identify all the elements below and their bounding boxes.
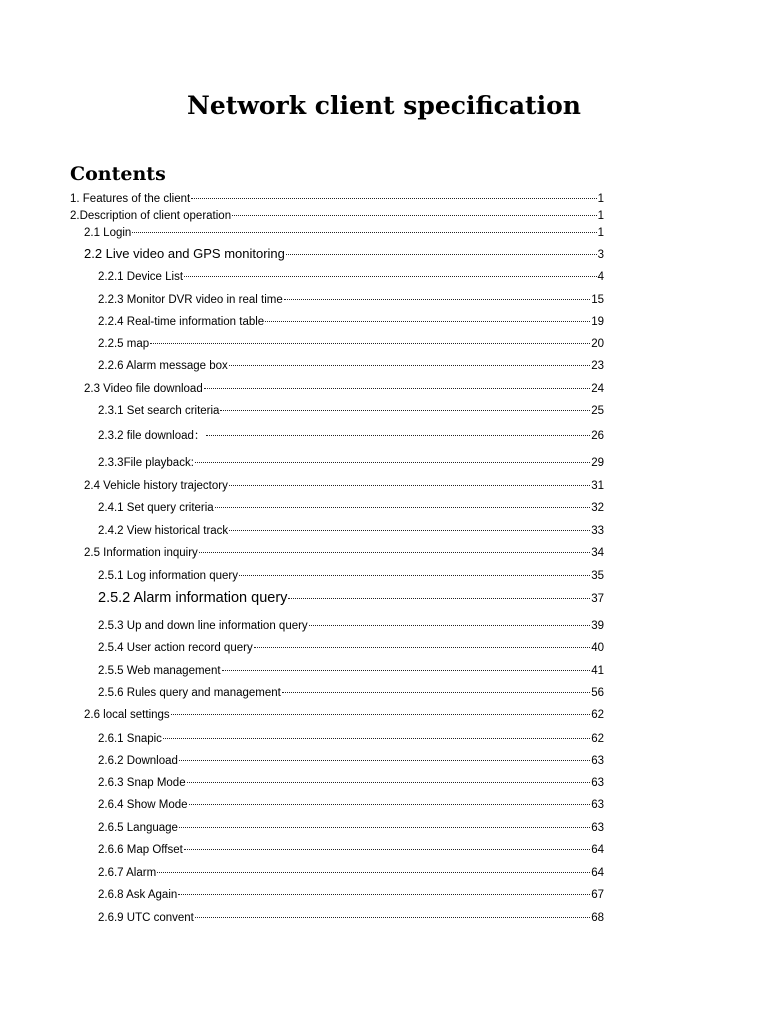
toc-entry-page-number: 1	[597, 227, 604, 239]
toc-dot-leader	[288, 598, 590, 599]
toc-dot-leader	[265, 321, 590, 322]
toc-entry[interactable]	[84, 246, 604, 263]
toc-entry[interactable]	[98, 685, 604, 701]
toc-entry-page-number: 4	[597, 271, 604, 283]
toc-entry[interactable]	[84, 381, 604, 397]
toc-entry-page-number: 64	[591, 844, 604, 856]
toc-entry-title: 2.4.1 Set query criteria	[98, 502, 214, 514]
toc-entry-page-number: 35	[591, 570, 604, 582]
toc-entry-page-number: 23	[591, 360, 604, 372]
toc-entry-page-number: 31	[591, 480, 604, 492]
toc-entry[interactable]	[98, 269, 604, 285]
toc-entry[interactable]	[98, 314, 604, 330]
toc-entry[interactable]	[98, 753, 604, 769]
toc-dot-leader	[184, 276, 597, 277]
toc-entry-title: 2.4.2 View historical track	[98, 525, 229, 537]
toc-entry-title: 2.2.5 map	[98, 338, 150, 350]
toc-entry-title: 2.5.3 Up and down line information query	[98, 620, 308, 632]
toc-entry-title: 2.3.3File playback:	[98, 457, 194, 469]
toc-dot-leader	[284, 299, 590, 300]
toc-entry-title: 2.6.3 Snap Mode	[98, 777, 186, 789]
toc-entry[interactable]	[98, 336, 604, 352]
toc-entry-page-number: 41	[591, 665, 604, 677]
toc-entry[interactable]	[70, 208, 604, 224]
toc-entry[interactable]	[98, 731, 604, 747]
toc-entry-title: 2.5.4 User action record query	[98, 642, 253, 654]
toc-entry[interactable]	[98, 797, 604, 813]
toc-entry-page-number: 3	[597, 249, 604, 261]
toc-dot-leader	[184, 849, 590, 850]
toc-dot-leader	[204, 388, 590, 389]
toc-entry-page-number: 62	[591, 733, 604, 745]
toc-dot-leader	[157, 872, 590, 873]
toc-entry-page-number: 26	[591, 430, 604, 442]
toc-dot-leader	[195, 462, 590, 463]
toc-entry-page-number: 19	[591, 316, 604, 328]
toc-entry-page-number: 63	[591, 799, 604, 811]
toc-entry[interactable]	[98, 428, 604, 444]
toc-entry-page-number: 24	[591, 383, 604, 395]
toc-entry-page-number: 1	[597, 210, 604, 222]
toc-dot-leader	[195, 917, 590, 918]
toc-dot-leader	[199, 552, 590, 553]
toc-entry[interactable]	[70, 191, 604, 207]
toc-entry-page-number: 68	[591, 912, 604, 924]
toc-entry-title: 2.Description of client operation	[70, 210, 232, 222]
toc-entry-page-number: 32	[591, 502, 604, 514]
toc-entry-title: 2.5.5 Web management	[98, 665, 221, 677]
toc-entry-page-number: 67	[591, 889, 604, 901]
toc-entry[interactable]	[98, 455, 604, 471]
toc-dot-leader	[239, 575, 590, 576]
toc-dot-leader	[232, 215, 597, 216]
toc-dot-leader	[191, 198, 596, 199]
toc-dot-leader	[220, 410, 590, 411]
toc-entry-page-number: 64	[591, 867, 604, 879]
toc-entry[interactable]	[98, 590, 604, 607]
toc-entry-title: 2.6.4 Show Mode	[98, 799, 188, 811]
toc-entry-title: 2.2 Live video and GPS monitoring	[84, 246, 285, 261]
toc-entry[interactable]	[98, 403, 604, 419]
toc-entry-page-number: 25	[591, 405, 604, 417]
toc-dot-leader	[179, 827, 590, 828]
toc-entry-page-number: 56	[591, 687, 604, 699]
toc-entry[interactable]	[98, 568, 604, 584]
toc-entry-title: 2.6.1 Snapic	[98, 733, 162, 745]
toc-entry[interactable]	[84, 478, 604, 494]
toc-dot-leader	[132, 232, 596, 233]
toc-entry-page-number: 37	[591, 593, 604, 605]
toc-dot-leader	[206, 435, 590, 436]
toc-entry[interactable]	[98, 775, 604, 791]
toc-entry-page-number: 63	[591, 777, 604, 789]
toc-entry-title: 2.2.1 Device List	[98, 271, 184, 283]
toc-entry[interactable]	[84, 545, 604, 561]
toc-entry-title: 2.6.9 UTC convent	[98, 912, 194, 924]
toc-dot-leader	[229, 530, 590, 531]
toc-entry-page-number: 63	[591, 822, 604, 834]
toc-entry-title: 2.3 Video file download	[84, 383, 203, 395]
toc-dot-leader	[229, 485, 590, 486]
toc-dot-leader	[215, 507, 591, 508]
toc-entry-page-number: 1	[597, 193, 604, 205]
toc-entry-title: 2.6.7 Alarm	[98, 867, 157, 879]
toc-entry-title: 2.6.6 Map Offset	[98, 844, 183, 856]
toc-entry[interactable]	[98, 887, 604, 903]
toc-dot-leader	[187, 782, 591, 783]
toc-dot-leader	[309, 625, 591, 626]
toc-entry-title: 2.5.2 Alarm information query	[98, 590, 288, 606]
toc-entry[interactable]	[98, 842, 604, 858]
toc-entry[interactable]	[98, 640, 604, 656]
toc-entry-title: 2.5.6 Rules query and management	[98, 687, 281, 699]
toc-dot-leader	[286, 254, 597, 255]
toc-entry-page-number: 62	[591, 709, 604, 721]
toc-entry-title: 2.5.1 Log information query	[98, 570, 239, 582]
toc-entry-title: 2.6.8 Ask Again	[98, 889, 178, 901]
toc-entry-title: 2.5 Information inquiry	[84, 547, 198, 559]
contents-heading: Contents	[70, 163, 166, 185]
toc-dot-leader	[282, 692, 590, 693]
toc-entry[interactable]	[98, 358, 604, 374]
toc-entry[interactable]	[98, 292, 604, 308]
toc-entry-page-number: 34	[591, 547, 604, 559]
toc-entry-page-number: 63	[591, 755, 604, 767]
toc-dot-leader	[163, 738, 590, 739]
toc-dot-leader	[254, 647, 591, 648]
toc-dot-leader	[179, 760, 590, 761]
toc-dot-leader	[189, 804, 591, 805]
toc-entry-title: 2.6 local settings	[84, 709, 170, 721]
toc-entry[interactable]	[98, 500, 604, 516]
toc-entry[interactable]	[84, 225, 604, 241]
toc-entry[interactable]	[98, 523, 604, 539]
toc-entry-title: 2.3.1 Set search criteria	[98, 405, 220, 417]
toc-entry-title: 2.6.2 Download	[98, 755, 178, 767]
toc-entry[interactable]	[98, 820, 604, 836]
toc-dot-leader	[171, 714, 591, 715]
toc-entry-page-number: 20	[591, 338, 604, 350]
toc-entry-title: 1. Features of the client	[70, 193, 191, 205]
toc-entry-page-number: 15	[591, 294, 604, 306]
toc-entry-title: 2.3.2 file download：	[98, 430, 206, 442]
toc-dot-leader	[150, 343, 590, 344]
toc-entry-title: 2.4 Vehicle history trajectory	[84, 480, 228, 492]
toc-entry-title: 2.2.4 Real-time information table	[98, 316, 265, 328]
toc-entry-page-number: 29	[591, 457, 604, 469]
toc-entry-title: 2.1 Login	[84, 227, 132, 239]
toc-entry[interactable]	[84, 707, 604, 723]
toc-dot-leader	[178, 894, 590, 895]
toc-entry[interactable]	[98, 910, 604, 926]
document-title: Network client specification	[187, 91, 581, 120]
toc-entry-page-number: 40	[591, 642, 604, 654]
toc-dot-leader	[229, 365, 590, 366]
toc-entry-page-number: 33	[591, 525, 604, 537]
toc-entry-page-number: 39	[591, 620, 604, 632]
toc-entry-title: 2.6.5 Language	[98, 822, 178, 834]
toc-entry[interactable]	[98, 663, 604, 679]
toc-entry-title: 2.2.3 Monitor DVR video in real time	[98, 294, 283, 306]
toc-entry[interactable]	[98, 865, 604, 881]
toc-dot-leader	[222, 670, 591, 671]
toc-entry[interactable]	[98, 618, 604, 634]
toc-entry-title: 2.2.6 Alarm message box	[98, 360, 228, 372]
